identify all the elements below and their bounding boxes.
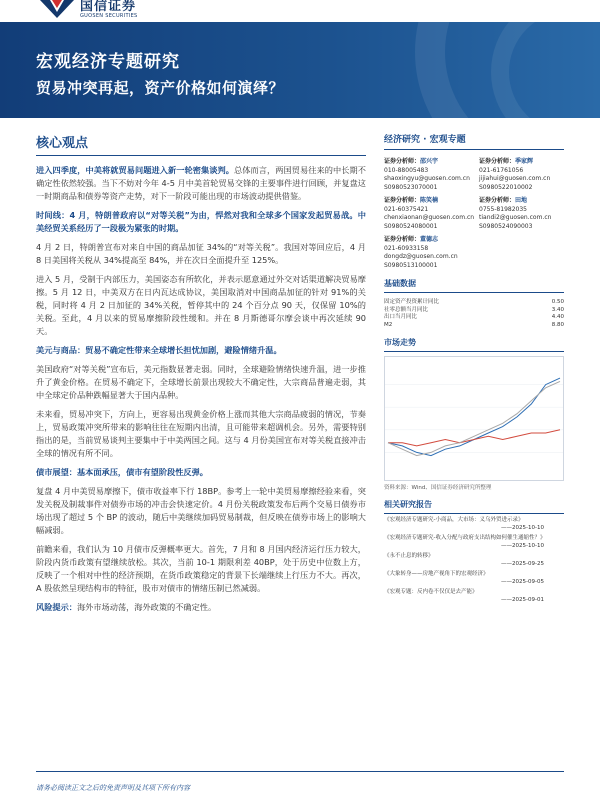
analyst-list xyxy=(384,158,564,270)
brand-logo-icon xyxy=(40,0,74,18)
basic-data-table xyxy=(384,299,564,329)
analyst-card: 证券分析师：邵兴宇 010-88005483 shaoxingyu@guosen.com.cn S0980523070001 xyxy=(384,158,470,191)
related-report-item[interactable]: 《宏观专题：反内卷不仅仅是去产能》 ——2025-09-01 xyxy=(384,589,544,603)
paragraph: 进入 5 月，受制于内部压力，美国姿态有所软化，并表示愿意通过外交对话渠道解决贸易摩擦。5 月 12 日，中美双方在日内瓦达成协议，美国取消对中国商品加征的针对 91%的关税，同时将 4 月 2 日加征的 34%关税，暂停其中的 24 个百分点 90 天，仅保留 10%的关税。至此，4 月以来的贸易摩擦阶段性缓和。并在 8 月斯德哥尔摩会谈中再次延续 90 天。 xyxy=(36,274,366,336)
analyst-card: 证券分析师：田地 0755-81982035 tiandi2@guosen.com.cn S0980524090003 xyxy=(479,197,552,230)
sidebar-column xyxy=(384,132,564,604)
title-banner xyxy=(0,22,600,118)
paragraph: 美国政府“对等关税”宣布后，美元指数显著走弱。同时，全球避险情绪快速升温，进一步推升了黄金价格。在贸易不确定下，全球增长前景出现较大不确定性，大宗商品普遍走弱，其中全球定价品种跌幅显著大于国内品种。 xyxy=(36,364,366,400)
table-row: 固定资产投资累计同比 0.50 xyxy=(384,299,564,305)
market-trend-heading: 市场走势 xyxy=(384,337,564,352)
related-report-item[interactable]: 《大象转身——房地产视角下的宏观经济》 ——2025-09-05 xyxy=(384,571,544,585)
related-report-item[interactable]: 《永不止息的转移》 ——2025-09-25 xyxy=(384,553,544,567)
brand-name-cn: 国信证券 xyxy=(80,0,137,14)
table-row: 出口当月同比 4.40 xyxy=(384,314,564,320)
brand-logo xyxy=(40,0,138,22)
chart-frame xyxy=(385,357,564,481)
analyst-card: 证券分析师：季家辉 021-61761056 jijiahui@guosen.com.cn S0980522010002 xyxy=(479,158,551,191)
paragraph: 4 月 2 日，特朗普宣布对来自中国的商品加征 34%的“对等关税”。我国对等回应后，4 月 8 日美国将关税从 34%提高至 84%，并在次日全面提升至 125%。 xyxy=(36,242,366,265)
market-trend-chart xyxy=(384,356,564,481)
brand-name-en: GUOSEN SECURITIES xyxy=(80,13,138,19)
disclaimer-text: 请务必阅读正文之后的免责声明及其项下所有内容 xyxy=(36,784,190,792)
report-category: 宏观经济专题研究 xyxy=(36,52,180,72)
paragraph: 未来看，贸易冲突下，方向上，更容易出现黄金价格上涨而其他大宗商品疲弱的情况，节奏上，贸易政策冲突所带来的影响往往在短期内出清，且可能带来超调机会。另外，需要特别指出的是，当前贸易谈判主要集中于中美两国之间。这与 4 月份美国宣布对等关税直接冲击全球的情况有所不同。 xyxy=(36,409,366,458)
market-trend-svg xyxy=(384,356,564,481)
related-reports-heading: 相关研究报告 xyxy=(384,499,564,514)
logo-bar xyxy=(0,0,600,22)
risk-warning: 风险提示：海外市场动荡，海外政策的不确定性。 xyxy=(36,602,217,612)
paragraph: 美元与商品：贸易不确定性带来全球增长担忧加剧，避险情绪升温。 xyxy=(36,345,282,355)
paragraph: 前瞻来看，我们认为 10 月债市反弹概率更大。首先，7 月和 8 月国内经济运行压力较大，阶段内货币政策有望继续放松。其次，当前 10-1 期限利差 40BP，处于历史中位数上方，反映了一个相对中性的经济预期，在货币政策稳定的背景下长端继续上行压力不大。再次，A 股依然呈现结构市的特征，股市对债市的情绪压制已然减弱。 xyxy=(36,544,366,593)
banner-decoration xyxy=(340,22,600,118)
core-views-column xyxy=(36,132,366,614)
footer-disclaimer xyxy=(36,771,564,794)
core-views-heading: 核心观点 xyxy=(36,132,366,156)
paragraph: 复盘 4 月中美贸易摩擦下，债市收益率下行 18BP。参考上一轮中美贸易摩擦经验来看，突发关税及制裁事件对债券市场的冲击会快速定价。4 月份关税政策发布后两个交易日债券市场出现了超过 5 个 BP 的波动，随后中美继续加码贸易制裁，但反映在债券市场上的影响大幅减弱。 xyxy=(36,486,366,535)
related-report-item[interactable]: 《宏观经济专题研究-收入分配与政府支出结构如何催生通缩性？》 ——2025-10-10 xyxy=(384,535,546,549)
paragraph: 时间线：4 月，特朗普政府以“对等关税”为由，悍然对我和全球多个国家发起贸易战。中美经贸关系经历了一段极为紧张的时期。 xyxy=(36,210,366,233)
paragraph: 债市展望：基本面承压，债市有望阶段性反弹。 xyxy=(36,467,208,477)
table-row: 社零总额当月同比 3.40 xyxy=(384,306,564,313)
paragraph: 进入四季度，中美将就贸易问题进入新一轮密集谈判。总体而言，两国贸易往来的中长期不确定性依然较强。当下不妨对今年 4-5 月中美首轮贸易交锋的主要事件进行回顾，并复盘这一时期商品和债券等资产走势，对下一阶段可能出现的市场波动提供借鉴。 xyxy=(36,165,366,201)
related-report-item[interactable]: 《宏观经济专题研究-小商品，大市场：义乌外贸进示录》 ——2025-10-10 xyxy=(384,517,544,531)
report-title: 贸易冲突再起，资产价格如何演绎？ xyxy=(36,79,285,97)
basic-data-heading: 基础数据 xyxy=(384,278,564,293)
chart-source: 资料来源：Wind、国信证券经济研究所整理 xyxy=(384,485,492,491)
analyst-card: 证券分析师：陈笑楠 021-60375421 chenxiaonan@guosen.com.cn S0980524080001 xyxy=(384,197,475,230)
report-type-heading: 经济研究 · 宏观专题 xyxy=(384,132,564,150)
table-row: M2 8.80 xyxy=(384,321,564,328)
analyst-card: 证券分析师：董德志 021-60933158 dongdz@guosen.com.cn S0980513100001 xyxy=(384,236,458,269)
